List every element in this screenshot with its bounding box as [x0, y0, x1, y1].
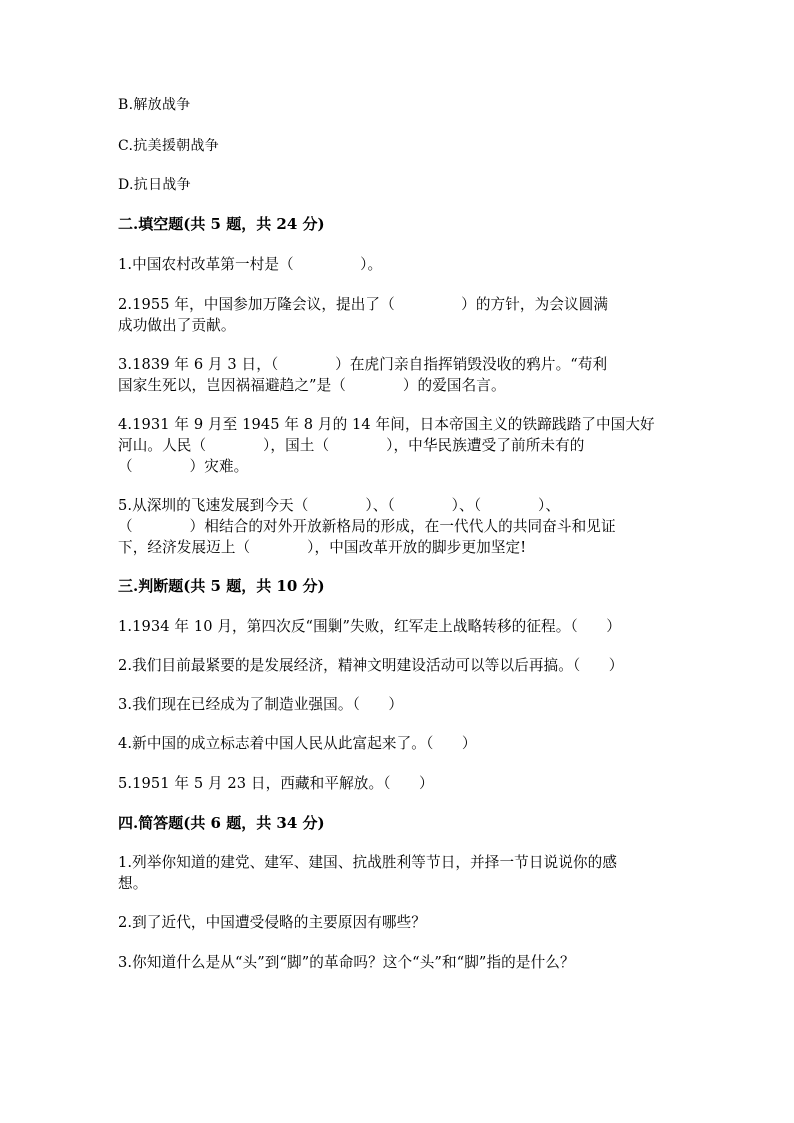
- fill-question-4-line-3: （ ）灾难。: [118, 458, 249, 475]
- option-c: C.抗美援朝战争: [118, 138, 220, 154]
- fill-question-3-line-1: 3.1839 年 6 月 3 日，（ ）在虎门亲自指挥销毁没收的鸦片。“苟利: [118, 356, 608, 373]
- fill-question-1: 1.中国农村改革第一村是（ ）。: [118, 256, 383, 273]
- judge-question-3: 3.我们现在已经成为了制造业强国。（ ）: [118, 696, 404, 713]
- section-title-short-answer: 四.简答题(共 6 题，共 34 分): [118, 814, 325, 832]
- judge-question-5: 5.1951 年 5 月 23 日，西藏和平解放。（ ）: [118, 775, 434, 792]
- judge-question-1: 1.1934 年 10 月，第四次反“围剿”失败，红军走上战略转移的征程。（ ）: [118, 618, 621, 635]
- option-d: D.抗日战争: [118, 177, 191, 193]
- short-question-2: 2.到了近代，中国遭受侵略的主要原因有哪些？: [118, 914, 427, 931]
- judge-question-2: 2.我们目前最紧要的是发展经济，精神文明建设活动可以等以后再搞。（ ）: [118, 657, 624, 674]
- fill-question-2-line-2: 成功做出了贡献。: [118, 317, 236, 334]
- short-question-3: 3.你知道什么是从“头”到“脚”的革命吗？这个“头”和“脚”指的是什么？: [118, 954, 575, 971]
- short-question-1-line-1: 1.列举你知道的建党、建军、建国、抗战胜利等节日，并择一节日说说你的感: [118, 854, 618, 871]
- section-title-fill-in: 二.填空题(共 5 题，共 24 分): [118, 215, 325, 233]
- fill-question-5-line-2: （ ）相结合的对外开放新格局的形成，在一代代人的共同奋斗和见证: [118, 518, 616, 535]
- fill-question-5-line-3: 下，经济发展迈上（ ），中国改革开放的脚步更加坚定!: [118, 539, 527, 556]
- judge-question-4: 4.新中国的成立标志着中国人民从此富起来了。（ ）: [118, 735, 477, 752]
- fill-question-4-line-2: 河山。人民（ ），国土（ ），中华民族遭受了前所未有的: [118, 437, 585, 454]
- fill-question-3-line-2: 国家生死以，岂因祸福避趋之”是（ ）的爱国名言。: [118, 377, 506, 394]
- fill-question-5-line-1: 5.从深圳的飞速发展到今天（ ）、（ ）、（ ）、: [118, 497, 561, 514]
- short-question-1-line-2: 想。: [118, 875, 148, 892]
- fill-question-2-line-1: 2.1955 年，中国参加万隆会议，提出了（ ）的方针，为会议圆满: [118, 296, 609, 313]
- section-title-true-false: 三.判断题(共 5 题，共 10 分): [118, 577, 325, 595]
- option-b: B.解放战争: [118, 97, 191, 113]
- fill-question-4-line-1: 4.1931 年 9 月至 1945 年 8 月的 14 年间，日本帝国主义的铁蹄践踏了中国大好: [118, 416, 655, 433]
